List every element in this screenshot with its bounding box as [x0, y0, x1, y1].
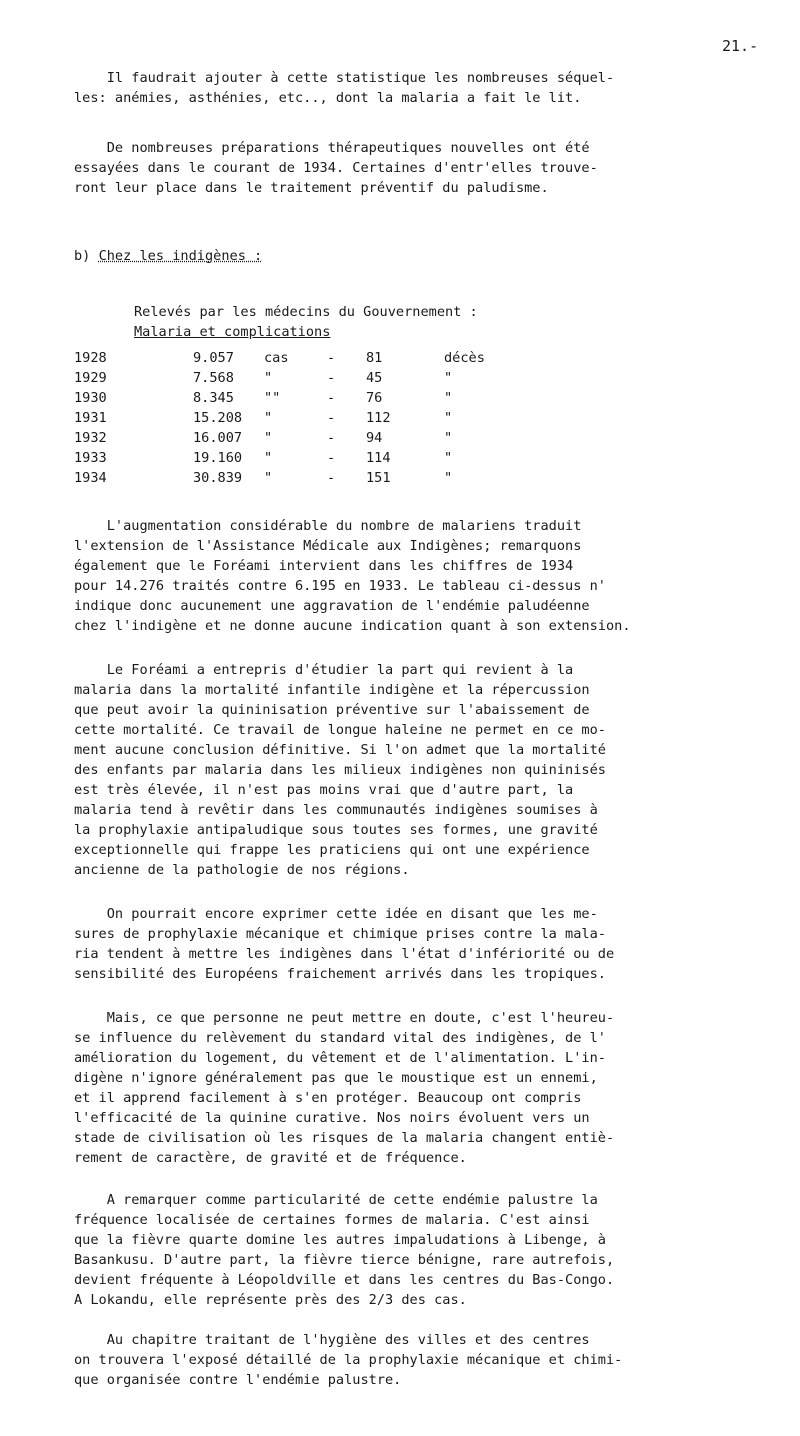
malaria-table	[74, 348, 714, 488]
section-label: b)	[74, 248, 99, 264]
cases-cell: 9.057	[193, 350, 234, 366]
year-cell: 1932	[74, 430, 107, 446]
deaths-unit-cell: "	[444, 430, 453, 446]
cases-cell: 7.568	[193, 370, 234, 386]
page-number: 21.-	[722, 37, 759, 55]
cases-cell: 16.007	[193, 430, 243, 446]
cases-cell: 30.839	[193, 470, 243, 486]
table-row	[74, 388, 714, 408]
paragraph-standard-vital: Mais, ce que personne ne peut mettre en doute, c'est l'heureu- se influence du relèvement du standard vital des indigènes, de l' amélioration du logement, du vêtement et de l'alimentation. L'in- digène n'ignore généralement pas que le moustique est un ennemi, et il apprend facilement à s'en protéger. Beaucoup ont compris l'efficacité de la quinine curative. Nos noirs évoluent vers un stade de civilisation où les risques de la malaria changent entiè- rement de caractère, de gravité et de fréquence.	[74, 1010, 615, 1166]
table-heading: Relevés par les médecins du Gouvernement :	[134, 304, 478, 320]
cases-cell: 8.345	[193, 390, 234, 406]
cases-unit-cell: "	[264, 470, 273, 486]
paragraph-foreami: Le Foréami a entrepris d'étudier la part qui revient à la malaria dans la mortalité infantile indigène et la répercussion que peut avoir la quininisation préventive sur l'abaissement de cette mortalité. Ce travail de longue haleine ne permet en ce mo- ment aucune conclusion définitive. Si l'on admet que la mortalité des enfants par malaria dans les milieux indigènes non quininisés est très élevée, il n'est pas moins vrai que d'autre part, la malaria tend à revêtir dans les communautés indigènes soumises à la prophylaxie antipaludique sous toutes ses formes, une gravité exceptionnelle qui frappe les praticiens qui ont une expérience ancienne de la pathologie de nos régions.	[74, 662, 606, 878]
dash-cell: -	[327, 450, 336, 466]
year-cell: 1931	[74, 410, 107, 426]
dash-cell: -	[327, 350, 336, 366]
deaths-cell: 114	[366, 450, 391, 466]
section-title: Chez les indigènes :	[98, 248, 263, 264]
year-cell: 1933	[74, 450, 107, 466]
dash-cell: -	[327, 370, 336, 386]
year-cell: 1934	[74, 470, 107, 486]
cases-unit-cell: "	[264, 450, 273, 466]
dash-cell: -	[327, 430, 336, 446]
table-row	[74, 408, 714, 428]
deaths-cell: 94	[366, 430, 383, 446]
table-row	[74, 368, 714, 388]
paragraph-augmentation: L'augmentation considérable du nombre de malariens traduit l'extension de l'Assistance Médicale aux Indigènes; remarquons également que le Foréami intervient dans les chiffres de 1934 pour 14.276 traités contre 6.195 en 1933. Le tableau ci-dessus n' indique donc aucunement une aggravation de l'endémie paludéenne chez l'indigène et ne donne aucune indication quant à son extension.	[74, 518, 631, 634]
dash-cell: -	[327, 390, 336, 406]
year-cell: 1928	[74, 350, 107, 366]
dash-cell: -	[327, 470, 336, 486]
paragraph-chapitre: Au chapitre traitant de l'hygiène des villes et des centres on trouvera l'exposé détaillé de la prophylaxie mécanique et chimi- que organisée contre l'endémie palustre.	[74, 1332, 623, 1388]
deaths-cell: 112	[366, 410, 391, 426]
table-row	[74, 348, 714, 368]
deaths-unit-cell: "	[444, 390, 453, 406]
cases-unit-cell: cas	[264, 350, 289, 366]
deaths-cell: 76	[366, 390, 383, 406]
paragraph-sequelles: Il faudrait ajouter à cette statistique les nombreuses séquel- les: anémies, asthénies, etc.., dont la malaria a fait le lit.	[74, 70, 615, 106]
deaths-unit-cell: "	[444, 450, 453, 466]
deaths-unit-cell: "	[444, 410, 453, 426]
deaths-cell: 81	[366, 350, 383, 366]
paragraph-particularite: A remarquer comme particularité de cette endémie palustre la fréquence localisée de certaines formes de malaria. C'est ainsi que la fièvre quarte domine les autres impaludations à Libenge, à Basankusu. D'autre part, la fièvre tierce bénigne, rare autrefois, devient fréquente à Léopoldville et dans les centres du Bas-Congo. A Lokandu, elle représente près des 2/3 des cas.	[74, 1192, 615, 1308]
paragraph-prophylaxie: On pourrait encore exprimer cette idée en disant que les me- sures de prophylaxie mécanique et chimique prises contre la mala- ria tendent à mettre les indigènes dans l'état d'infériorité ou de sensibilité des Européens fraichement arrivés dans les tropiques.	[74, 906, 615, 982]
paragraph-preparations: De nombreuses préparations thérapeutiques nouvelles ont été essayées dans le courant de 1934. Certaines d'entr'elles trouve- ront leur place dans le traitement préventif du paludisme.	[74, 140, 598, 196]
deaths-unit-cell: décès	[444, 350, 485, 366]
dash-cell: -	[327, 410, 336, 426]
section-heading	[74, 246, 262, 266]
table-row	[74, 428, 714, 448]
year-cell: 1930	[74, 390, 107, 406]
cases-cell: 15.208	[193, 410, 243, 426]
deaths-unit-cell: "	[444, 370, 453, 386]
deaths-cell: 45	[366, 370, 383, 386]
deaths-unit-cell: "	[444, 470, 453, 486]
cases-unit-cell: "	[264, 370, 273, 386]
table-row	[74, 448, 714, 468]
table-subheading: Malaria et complications	[134, 324, 331, 340]
cases-unit-cell: "	[264, 430, 273, 446]
table-row	[74, 468, 714, 488]
cases-cell: 19.160	[193, 450, 243, 466]
cases-unit-cell: "	[264, 410, 273, 426]
deaths-cell: 151	[366, 470, 391, 486]
cases-unit-cell: ""	[264, 390, 281, 406]
year-cell: 1929	[74, 370, 107, 386]
